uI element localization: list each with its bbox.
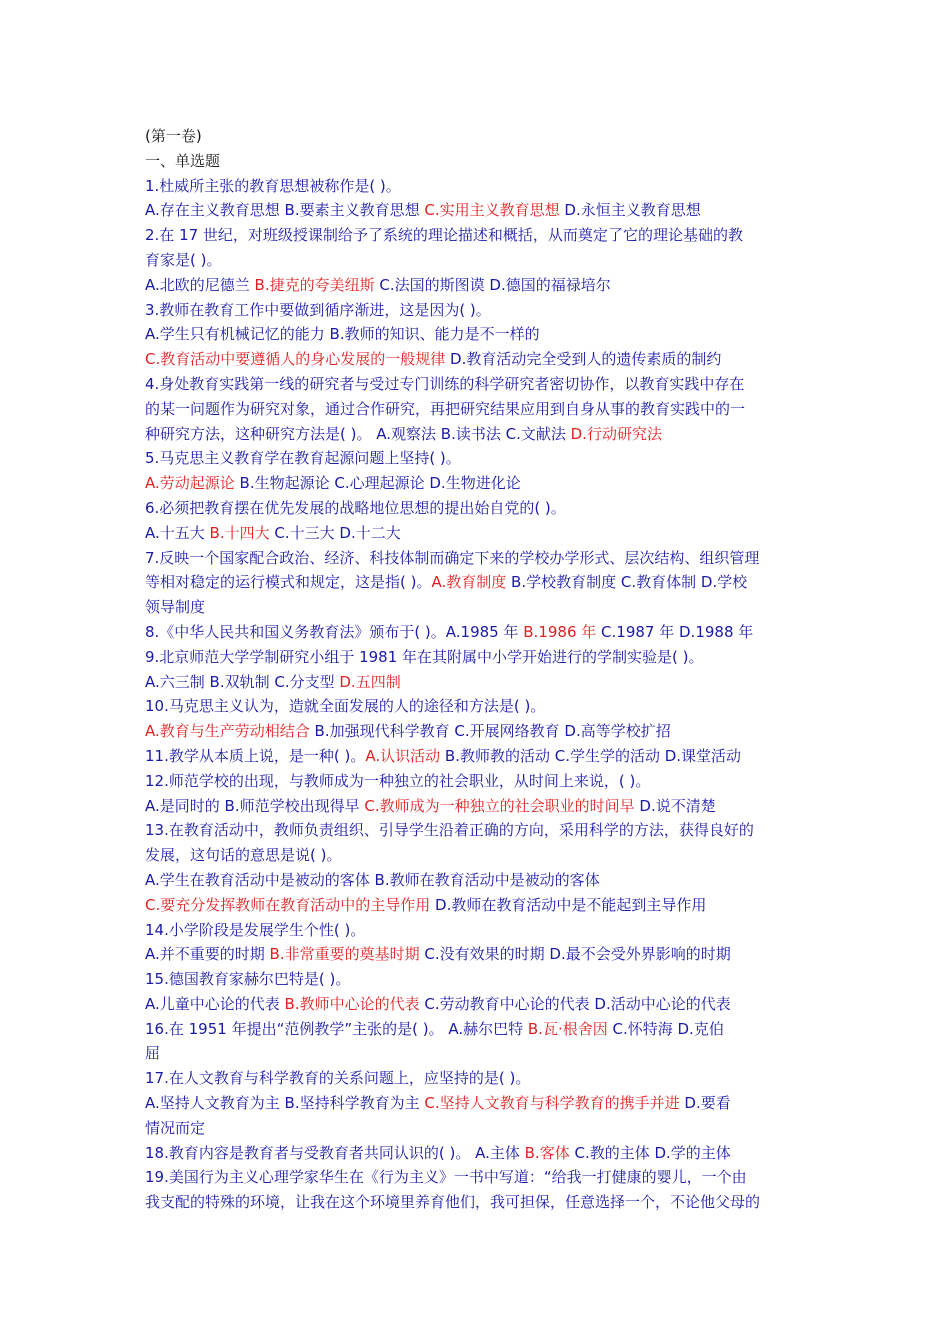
question-text: 种研究方法，这种研究方法是( )。 A.观察法 B.读书法 C.文献法 [145, 424, 571, 443]
correct-answer: D.行动研究法 [570, 424, 662, 443]
text-line [145, 992, 810, 1017]
question-text: 5.马克思主义教育学在教育起源问题上坚持( )。 [145, 449, 461, 468]
question-text: A.儿童中心论的代表 [145, 994, 285, 1013]
text-line [145, 496, 810, 521]
correct-answer: C.坚持人文教育与科学教育的携手并进 [424, 1094, 680, 1113]
correct-answer: B.客体 [524, 1143, 570, 1162]
text-line [145, 595, 810, 620]
text-line [145, 298, 810, 323]
question-text: A.存在主义教育思想 B.要素主义教育思想 [145, 201, 425, 220]
text-line [145, 248, 810, 273]
question-text: C.没有效果的时期 D.最不会受外界影响的时期 [419, 945, 731, 964]
question-text: A.学生在教育活动中是被动的客体 B.教师在教育活动中是被动的客体 [145, 870, 600, 889]
question-text: A.是同时的 B.师范学校出现得早 [145, 796, 365, 815]
question-text: C.教的主体 D.学的主体 [569, 1143, 731, 1162]
correct-answer: B.捷克的夸美纽斯 [254, 275, 375, 294]
text-line [145, 918, 810, 943]
text-line [145, 1165, 810, 1190]
question-text: D.教师在教育活动中是不能起到主导作用 [430, 895, 707, 914]
text-line [145, 769, 810, 794]
correct-answer: C.教育活动中要遵循人的身心发展的一般规律 [145, 350, 446, 369]
question-text: A.并不重要的时期 [145, 945, 270, 964]
question-text: A.坚持人文教育为主 B.坚持科学教育为主 [145, 1094, 425, 1113]
question-text: B.生物起源论 C.心理起源论 D.生物进化论 [234, 474, 521, 493]
question-text: 4.身处教育实践第一线的研究者与受过专门训练的科学研究者密切协作，以教育实践中存在 [145, 374, 745, 393]
question-text: 10.马克思主义认为，造就全面发展的人的途径和方法是( )。 [145, 697, 546, 716]
question-text: D.说不清楚 [634, 796, 716, 815]
question-text: 2.在 17 世纪，对班级授课制给予了系统的理论描述和概括，从而奠定了它的理论基础的教 [145, 226, 743, 245]
question-text: 18.教育内容是教育者与受教育者共同认识的( )。 A.主体 [145, 1143, 525, 1162]
question-text: C.法国的斯图谟 D.德国的福禄培尔 [374, 275, 611, 294]
question-text: 等相对稳定的运行模式和规定，这是指( )。 [145, 573, 432, 592]
question-text: 3.教师在教育工作中要做到循序渐进，这是因为( )。 [145, 300, 491, 319]
text-line [145, 868, 810, 893]
text-line [145, 1091, 810, 1116]
question-text: A.北欧的尼德兰 [145, 275, 255, 294]
volume-heading: (第一卷) [145, 127, 202, 145]
text-line [145, 794, 810, 819]
correct-answer: B.十四大 [209, 523, 270, 542]
question-text: A.学生只有机械记忆的能力 B.教师的知识、能力是不一样的 [145, 325, 540, 344]
correct-answer: A.认识活动 [365, 746, 441, 765]
question-text: C.怀特海 D.克伯 [607, 1019, 724, 1038]
question-text: C.1987 年 D.1988 年 [596, 622, 754, 641]
text-line [145, 893, 810, 918]
text-line [145, 546, 810, 571]
question-text: 情况而定 [145, 1118, 206, 1137]
question-text: B.学校教育制度 C.教育体制 D.学校 [506, 573, 748, 592]
text-line [145, 422, 810, 447]
question-text: 19.美国行为主义心理学家华生在《行为主义》一书中写道：“给我一打健康的婴儿，一个由 [145, 1168, 747, 1187]
text-line [145, 1041, 810, 1066]
question-text: 17.在人文教育与科学教育的关系问题上，应坚持的是( )。 [145, 1069, 531, 1088]
text-line [145, 1141, 810, 1166]
question-text: 16.在 1951 年提出“范例教学”主张的是( )。 A.赫尔巴特 [145, 1019, 528, 1038]
correct-answer: A.教育制度 [431, 573, 507, 592]
correct-answer: B.非常重要的奠基时期 [269, 945, 420, 964]
text-line [145, 694, 810, 719]
correct-answer: B.教师中心论的代表 [284, 994, 420, 1013]
correct-answer: C.要充分发挥教师在教育活动中的主导作用 [145, 895, 431, 914]
text-line [145, 744, 810, 769]
correct-answer: A.劳动起源论 [145, 474, 235, 493]
question-text: D.要看 [679, 1094, 731, 1113]
question-text: 9.北京师范大学学制研究小组于 1981 年在其附属中小学开始进行的学制实验是( )。 [145, 647, 704, 666]
text-line [145, 198, 810, 223]
text-line [145, 273, 810, 298]
correct-answer: D.五四制 [339, 672, 401, 691]
text-line [145, 719, 810, 744]
text-line [145, 521, 810, 546]
question-text: D.永恒主义教育思想 [559, 201, 701, 220]
text-line [145, 372, 810, 397]
question-text: 育家是( )。 [145, 250, 222, 269]
text-line [145, 471, 810, 496]
question-text: 15.德国教育家赫尔巴特是( )。 [145, 970, 351, 989]
text-line [145, 1190, 810, 1215]
question-text: 发展，这句话的意思是说( )。 [145, 846, 342, 865]
question-text: 屈 [145, 1044, 161, 1063]
text-line [145, 967, 810, 992]
section-heading: 一、单选题 [145, 151, 221, 170]
question-list [145, 174, 810, 1215]
text-line [145, 1017, 810, 1042]
text-line [145, 322, 810, 347]
text-line [145, 347, 810, 372]
text-line [145, 1116, 810, 1141]
text-line [145, 174, 810, 199]
question-text: B.教师教的活动 C.学生学的活动 D.课堂活动 [440, 746, 742, 765]
text-line [145, 942, 810, 967]
question-text: 7.反映一个国家配合政治、经济、科技体制而确定下来的学校办学形式、层次结构、组织管理 [145, 548, 760, 567]
correct-answer: A.教育与生产劳动相结合 [145, 722, 310, 741]
text-line [145, 670, 810, 695]
text-line [145, 645, 810, 670]
text-line [145, 620, 810, 645]
correct-answer: C.教师成为一种独立的社会职业的时间早 [364, 796, 635, 815]
question-text: 领导制度 [145, 598, 206, 617]
document-body [145, 124, 810, 1215]
question-text: B.加强现代科学教育 C.开展网络教育 D.高等学校扩招 [309, 722, 671, 741]
question-text: 的某一问题作为研究对象，通过合作研究，再把研究结果应用到自身从事的教育实践中的一 [145, 399, 746, 418]
correct-answer: B.瓦·根舍因 [527, 1019, 608, 1038]
text-line [145, 843, 810, 868]
text-line [145, 397, 810, 422]
question-text: 6.必须把教育摆在优先发展的战略地位思想的提出始自党的( )。 [145, 498, 566, 517]
text-line [145, 570, 810, 595]
correct-answer: C.实用主义教育思想 [424, 201, 560, 220]
text-line [145, 223, 810, 248]
text-line [145, 1066, 810, 1091]
question-text: D.教育活动完全受到人的遗传素质的制约 [445, 350, 722, 369]
correct-answer: B.1986 年 [523, 622, 597, 641]
text-line [145, 446, 810, 471]
text-line [145, 818, 810, 843]
question-text: 12.师范学校的出现，与教师成为一种独立的社会职业，从时间上来说，( )。 [145, 771, 651, 790]
question-text: C.十三大 D.十二大 [269, 523, 401, 542]
question-text: 14.小学阶段是发展学生个性( )。 [145, 920, 366, 939]
question-text: 1.杜威所主张的教育思想被称作是( )。 [145, 176, 401, 195]
question-text: A.六三制 B.双轨制 C.分支型 [145, 672, 340, 691]
question-text: 我支配的特殊的环境，让我在这个环境里养育他们，我可担保，任意选择一个，不论他父母的 [145, 1193, 761, 1212]
question-text: 11.教学从本质上说，是一种( )。 [145, 746, 366, 765]
question-text: 8.《中华人民共和国义务教育法》颁布于( )。A.1985 年 [145, 622, 524, 641]
question-text: A.十五大 [145, 523, 210, 542]
question-text: 13.在教育活动中，教师负责组织、引导学生沿着正确的方向，采用科学的方法，获得良好的 [145, 821, 754, 840]
question-text: C.劳动教育中心论的代表 D.活动中心论的代表 [419, 994, 731, 1013]
